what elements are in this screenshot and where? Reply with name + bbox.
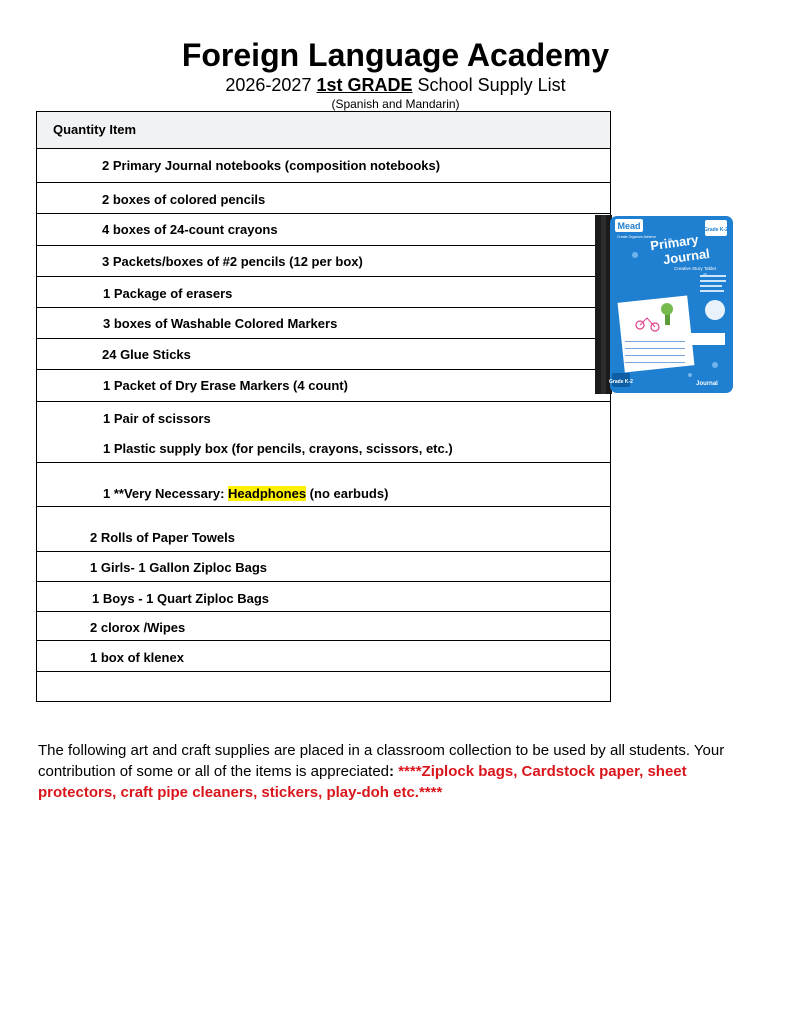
school-years: 2026-2027 — [225, 75, 312, 95]
item-label: 1 box of klenex — [90, 650, 184, 665]
table-row — [37, 277, 610, 308]
journal-brand-sub: Create Organize Achieve — [617, 235, 656, 239]
page-subtitle — [0, 74, 791, 96]
item-label: 1 Boys - 1 Quart Ziploc Bags — [92, 591, 269, 606]
journal-grade-badge: Grade K-2 — [704, 227, 728, 233]
table-row — [37, 370, 610, 402]
footer-colon: : — [389, 763, 399, 780]
table-row — [37, 308, 610, 339]
table-row — [37, 246, 610, 277]
page-title: Foreign Language Academy — [181, 37, 610, 73]
table-row — [37, 463, 610, 507]
footer-requested-items: ****Ziplock bags, Cardstock paper, sheet protectors, craft pipe cleaners, stickers, play-doh etc.**** — [38, 763, 687, 801]
table-header — [37, 112, 610, 149]
item-label: 2 Rolls of Paper Towels — [90, 530, 235, 545]
journal-title-bottom: Journal — [696, 381, 718, 387]
item-label: 24 Glue Sticks — [102, 347, 191, 362]
item-label: 2 clorox /Wipes — [90, 620, 186, 635]
primary-journal-image — [595, 215, 734, 394]
table-row — [37, 582, 610, 612]
item-label: 3 boxes of Washable Colored Markers — [103, 316, 338, 331]
footer-note — [38, 740, 758, 803]
table-row — [37, 339, 610, 370]
headphones-prefix: 1 **Very Necessary: — [103, 486, 229, 501]
table-row — [37, 402, 610, 463]
footer-text: The following art and craft supplies are placed in a classroom collection to be used by all students. Your contribution of some or all of the items is appreciated — [38, 742, 725, 780]
table-row — [37, 612, 610, 641]
item-label: 1 Packet of Dry Erase Markers (4 count) — [103, 378, 348, 393]
journal-title-line2: Journal — [662, 245, 711, 268]
item-label: 1 Package of erasers — [103, 286, 233, 301]
supply-table — [36, 111, 611, 702]
subtitle-rest: School Supply List — [417, 75, 566, 95]
item-label-headphones — [103, 486, 388, 501]
grade-label: 1st GRADE — [316, 75, 413, 95]
table-row — [37, 641, 610, 672]
headphones-highlight: Headphones — [228, 486, 307, 501]
headphones-suffix: (no earbuds) — [306, 486, 389, 501]
table-row-empty — [37, 672, 610, 701]
table-row — [37, 183, 610, 214]
item-label: 3 Packets/boxes of #2 pencils (12 per box) — [102, 254, 363, 269]
journal-subtitle: Creative Story Tablet — [674, 266, 716, 271]
journal-grade-bottom: Grade K-2 — [609, 379, 633, 385]
table-row — [37, 552, 610, 582]
languages-note: (Spanish and Mandarin) — [331, 97, 460, 111]
journal-title-line1: Primary — [649, 231, 700, 254]
table-row — [37, 507, 610, 552]
item-label: 1 Pair of scissors — [103, 411, 211, 426]
table-row — [37, 214, 610, 246]
journal-brand: Mead — [617, 221, 641, 231]
item-label: 1 Girls- 1 Gallon Ziploc Bags — [90, 560, 267, 575]
table-row — [37, 149, 610, 183]
header-label: Quantity Item — [53, 122, 137, 137]
item-label: 1 Plastic supply box (for pencils, crayons, scissors, etc.) — [103, 441, 453, 456]
item-label: 2 boxes of colored pencils — [102, 192, 266, 207]
item-label: 2 Primary Journal notebooks (composition notebooks) — [102, 158, 441, 173]
item-label: 4 boxes of 24-count crayons — [102, 222, 278, 237]
